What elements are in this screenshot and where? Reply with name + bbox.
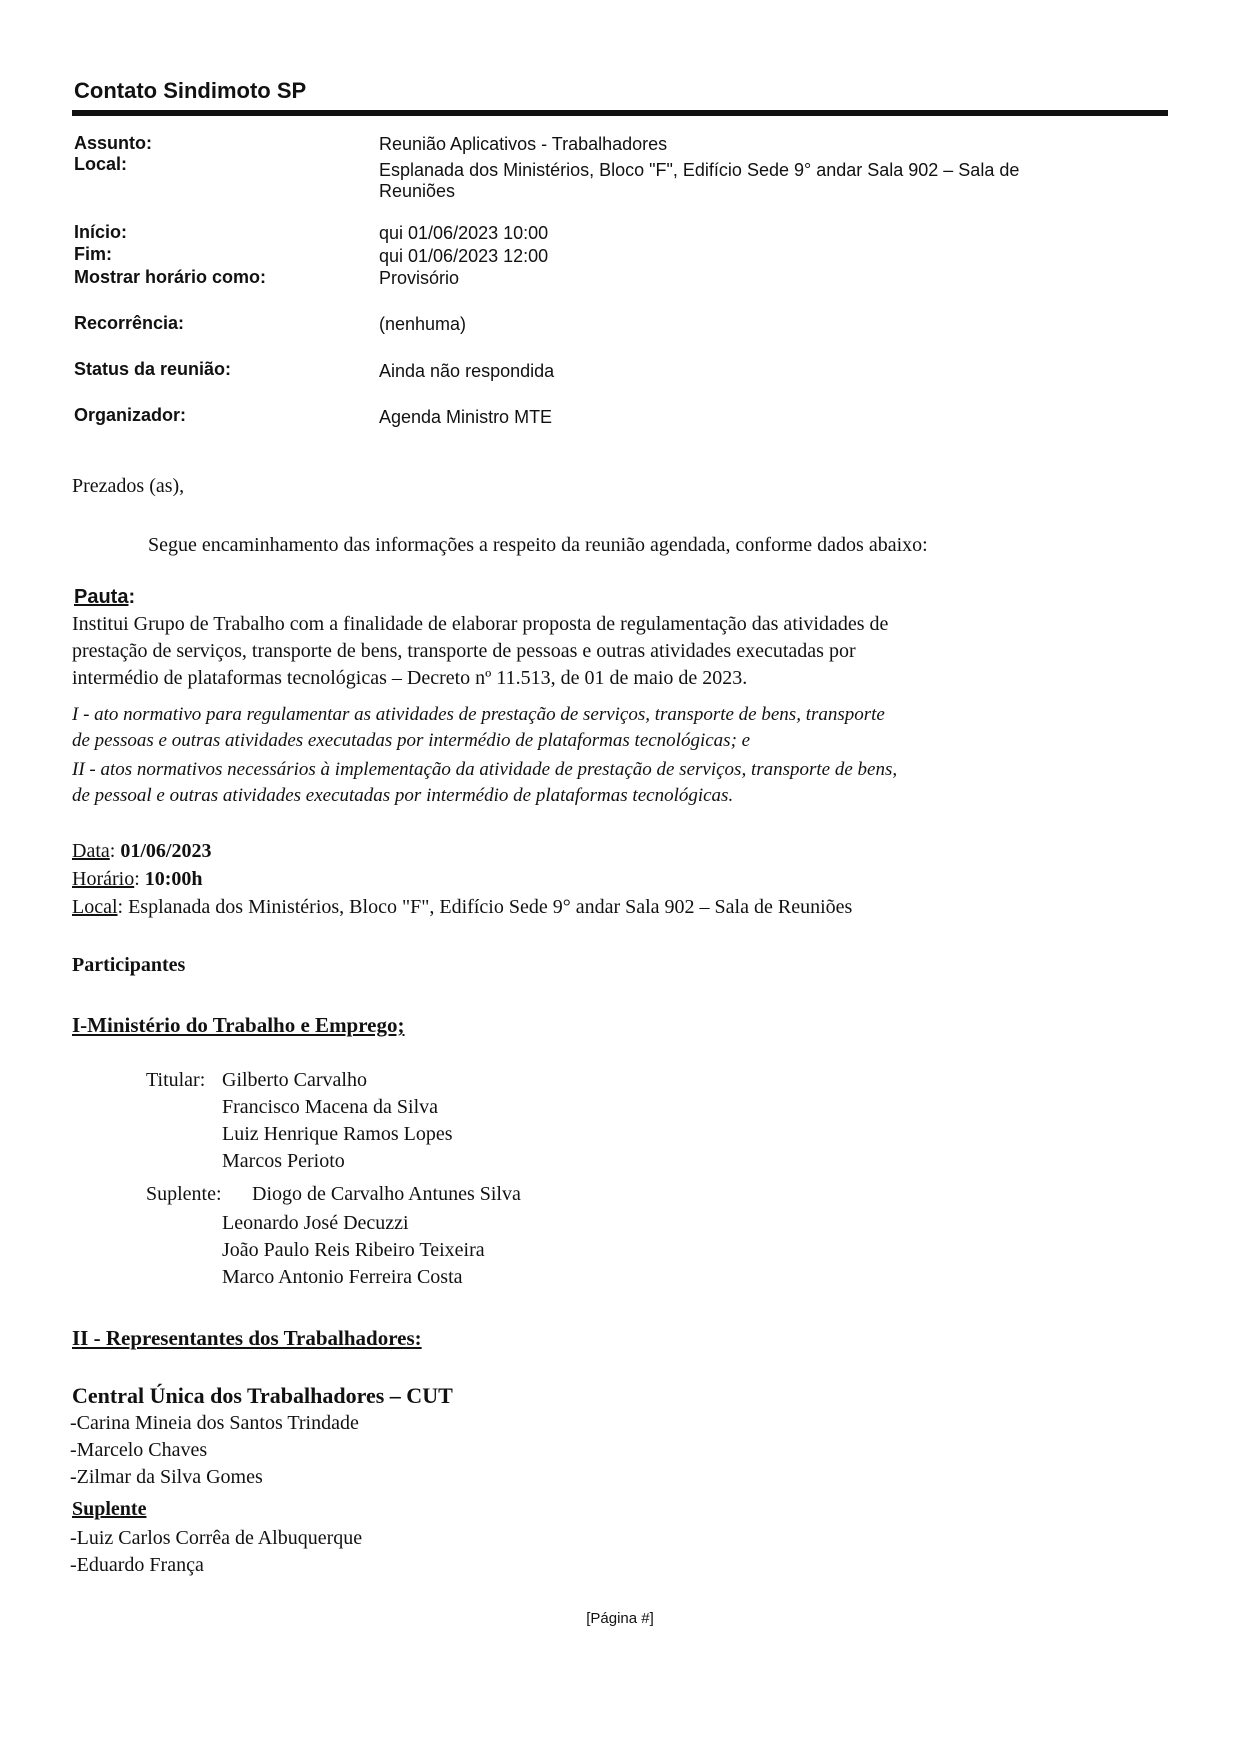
pauta-item-i: [72, 702, 1172, 754]
show-as-label: Mostrar horário como:: [74, 267, 267, 287]
pauta-line: intermédio de plataformas tecnológicas – Decreto nº 11.513, de 01 de maio de 2023.: [72, 667, 748, 689]
pauta-item-ii: [72, 757, 1172, 809]
participant-name: Marcos Perioto: [222, 1150, 345, 1172]
location-value-line1: Esplanada dos Ministérios, Bloco "F", Edifício Sede 9° andar Sala 902 – Sala de: [379, 160, 1020, 180]
location-label: Local:: [74, 154, 128, 174]
location-value-line2: Reuniões: [379, 181, 456, 201]
title-divider: [72, 110, 1168, 116]
participants-heading: Participantes: [72, 954, 186, 976]
date-colon: :: [109, 840, 116, 862]
pauta-text: [72, 611, 1172, 692]
intro-text: Segue encaminhamento das informações a respeito da reunião agendada, conforme dados abaixo:: [148, 534, 928, 556]
start-label: Início:: [74, 222, 127, 242]
place-label: Local: [72, 896, 118, 918]
cut-members: [70, 1410, 359, 1491]
suplente-first: Diogo de Carvalho Antunes Silva: [252, 1183, 521, 1205]
end-label: Fim:: [74, 244, 112, 264]
time-colon: :: [134, 868, 140, 890]
pauta-line: Institui Grupo de Trabalho com a finalidade de elaborar proposta de regulamentação das atividades de: [72, 613, 889, 635]
cut-heading: Central Única dos Trabalhadores – CUT: [72, 1383, 453, 1408]
place-value: Esplanada dos Ministérios, Bloco "F", Edifício Sede 9° andar Sala 902 – Sala de Reuniões: [128, 896, 853, 918]
pauta-line: prestação de serviços, transporte de bens, transporte de pessoas e outras atividades executadas por: [72, 640, 856, 662]
show-as-value: Provisório: [379, 268, 460, 288]
cut-suplentes: [70, 1525, 362, 1579]
end-value: qui 01/06/2023 12:00: [379, 246, 549, 266]
cut-suplente-heading: Suplente: [72, 1498, 147, 1520]
list-item: -Carina Mineia dos Santos Trindade: [70, 1412, 359, 1434]
recurrence-value: (nenhuma): [379, 314, 467, 334]
subject-value: Reunião Aplicativos - Trabalhadores: [379, 134, 668, 154]
pauta-label: Pauta: [74, 586, 129, 608]
participant-name: Gilberto Carvalho: [222, 1069, 367, 1091]
organizer-label: Organizador:: [74, 405, 187, 425]
participant-name: Luiz Henrique Ramos Lopes: [222, 1123, 453, 1145]
participant-name: Marco Antonio Ferreira Costa: [222, 1266, 463, 1288]
titular-label: Titular:: [146, 1069, 206, 1091]
greeting: Prezados (as),: [72, 475, 185, 497]
titular-list: [222, 1067, 453, 1175]
subject-label: Assunto:: [74, 133, 152, 153]
participant-name: Leonardo José Decuzzi: [222, 1212, 409, 1234]
page-number: [Página #]: [586, 1610, 654, 1627]
start-value: qui 01/06/2023 10:00: [379, 223, 549, 243]
list-item: -Zilmar da Silva Gomes: [70, 1466, 263, 1488]
item-ii-line: de pessoal e outras atividades executadas por intermédio de plataformas tecnológicas.: [72, 785, 734, 806]
list-item: -Luiz Carlos Corrêa de Albuquerque: [70, 1527, 363, 1549]
location-value: [379, 160, 1159, 202]
item-ii-line: II - atos normativos necessários à implementação da atividade de prestação de serviços, transporte de bens,: [72, 759, 898, 780]
recurrence-label: Recorrência:: [74, 313, 185, 333]
time-label: Horário: [72, 868, 135, 890]
item-i-line: I - ato normativo para regulamentar as atividades de prestação de serviços, transporte de bens, transporte: [72, 704, 885, 725]
suplente-label: Suplente:: [146, 1183, 222, 1205]
time-line: [72, 866, 203, 893]
list-item: -Marcelo Chaves: [70, 1439, 208, 1461]
status-label: Status da reunião:: [74, 359, 232, 379]
section1-heading: I-Ministério do Trabalho e Emprego;: [72, 1013, 405, 1037]
place-line: [72, 894, 852, 921]
place-colon: :: [117, 896, 124, 918]
document-title: Contato Sindimoto SP: [74, 78, 307, 103]
suplente-list: [222, 1210, 485, 1291]
section2-heading: II - Representantes dos Trabalhadores:: [72, 1326, 422, 1350]
list-item: -Eduardo França: [70, 1554, 204, 1576]
date-label: Data: [72, 840, 110, 862]
date-line: [72, 838, 211, 865]
participant-name: João Paulo Reis Ribeiro Teixeira: [222, 1239, 485, 1261]
date-value: 01/06/2023: [120, 840, 212, 862]
organizer-value: Agenda Ministro MTE: [379, 407, 553, 427]
status-value: Ainda não respondida: [379, 361, 555, 381]
time-value: 10:00h: [144, 868, 203, 890]
pauta-heading: [74, 584, 135, 611]
participant-name: Francisco Macena da Silva: [222, 1096, 439, 1118]
item-i-line: de pessoas e outras atividades executadas por intermédio de plataformas tecnológicas; e: [72, 730, 751, 751]
pauta-colon: :: [128, 586, 136, 608]
